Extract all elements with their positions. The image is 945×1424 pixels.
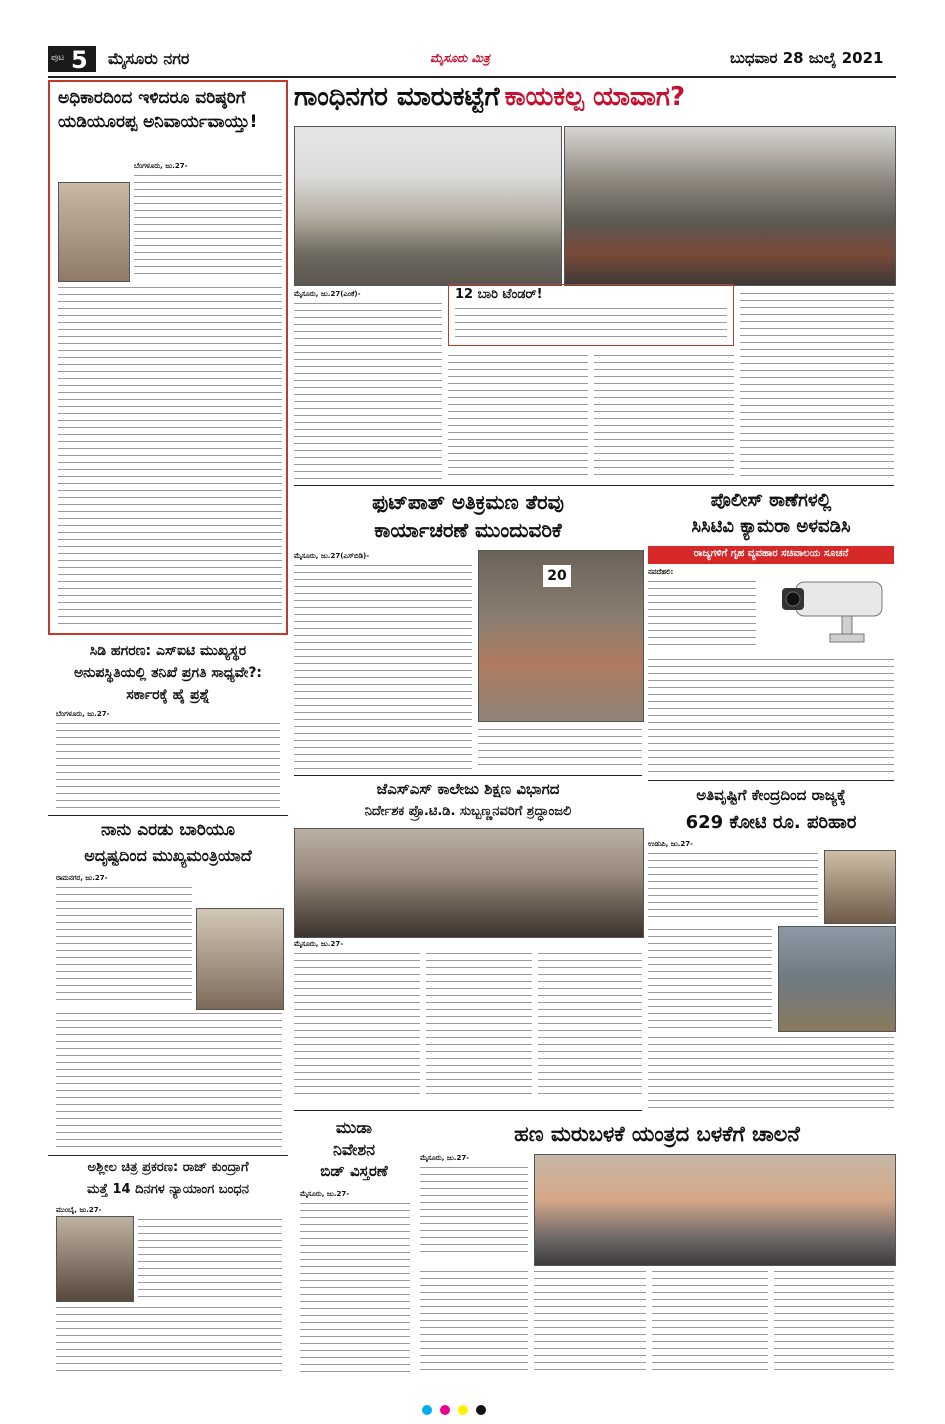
police-headline-2: ಸಿಸಿಟಿವಿ ಕ್ಯಾಮರಾ ಅಳವಡಿಸಿ — [691, 516, 851, 537]
sidi-rule — [48, 815, 288, 816]
left-top-body-a — [134, 172, 282, 280]
main-rule — [294, 485, 894, 486]
kundra-photo — [56, 1216, 134, 1302]
tender-box — [448, 284, 734, 346]
hdk-body-a — [56, 884, 192, 1004]
left-top-body-b — [58, 284, 282, 629]
masthead-logo: ಮೈಸೂರು ಮಿತ್ರ — [430, 51, 490, 65]
footpath-photo — [478, 550, 644, 722]
jss-dateline: ಮೈಸೂರು, ಜು.27- — [294, 940, 344, 948]
police-subhead-text: ರಾಜ್ಯಗಳಿಗೆ ಗೃಹ ವ್ಯವಹಾರ ಸಚಿವಾಲಯ ಸೂಚನೆ — [693, 548, 849, 559]
jss-body-b — [426, 950, 532, 1100]
muda-headline-3: ಬಿಡ್ ವಿಸ್ತರಣೆ — [320, 1162, 388, 1180]
main-col-4 — [740, 290, 894, 480]
jss-headline-1: ಜೆಎಸ್‌ಎಸ್ ಕಾಲೇಜು ಶಿಕ್ಷಣ ವಿಭಾಗದ — [376, 780, 560, 798]
police-dateline: ನವದೆಹಲಿ: — [648, 568, 674, 576]
yellow-mark — [458, 1405, 468, 1415]
left-top-box — [48, 80, 288, 635]
hdk-headline-2: ಅದೃಷ್ಟದಿಂದ ಮುಖ್ಯಮಂತ್ರಿಯಾದೆ — [84, 846, 252, 865]
police-rule — [648, 780, 894, 781]
atm-dateline: ಮೈಸೂರು, ಜು.27- — [420, 1154, 470, 1162]
relief-portrait-photo — [824, 850, 896, 924]
police-body-a — [648, 578, 756, 648]
atm-headline: ಹಣ ಮರುಬಳಕೆ ಯಂತ್ರದ ಬಳಕೆಗೆ ಚಾಲನೆ — [514, 1122, 800, 1146]
magenta-mark — [440, 1405, 450, 1415]
relief-headline-1: ಅತಿವೃಷ್ಟಿಗೆ ಕೇಂದ್ರದಿಂದ ರಾಜ್ಯಕ್ಕೆ — [696, 786, 846, 804]
police-headline-1: ಪೊಲೀಸ್ ಠಾಣೆಗಳಲ್ಲಿ — [710, 490, 832, 511]
atm-body-c — [534, 1268, 646, 1374]
kundra-dateline: ಮುಂಬೈ, ಜು.27- — [56, 1206, 102, 1214]
page-badge — [48, 46, 96, 72]
jss-rule — [294, 1110, 642, 1111]
kundra-headline-2: ಮತ್ತೆ 14 ದಿನಗಳ ನ್ಯಾಯಾಂಗ ಬಂಧನ — [87, 1182, 249, 1197]
edition-date: ಬುಧವಾರ 28 ಜುಲೈ 2021 — [730, 49, 884, 67]
hdk-headline-1: ನಾನು ಎರಡು ಬಾರಿಯೂ — [101, 820, 235, 840]
hdk-rule — [48, 1155, 288, 1156]
footpath-body-a — [294, 562, 472, 770]
atm-photo — [534, 1154, 896, 1266]
jss-body-c — [538, 950, 642, 1100]
muda-dateline: ಮೈಸೂರು, ಜು.27- — [300, 1190, 350, 1198]
main-col-3 — [594, 352, 734, 480]
police-body-b — [648, 656, 894, 776]
yediyurappa-photo — [58, 182, 130, 282]
footpath-rule — [294, 775, 642, 776]
main-col-2 — [448, 352, 588, 480]
header-rule — [48, 76, 896, 78]
main-dateline: ಮೈಸೂರು, ಜು.27(ಎಂಕೆ)- — [294, 290, 361, 298]
sidi-headline: ಸಿಡಿ ಹಗರಣ: ಎಸ್‌ಐಟಿ ಮುಖ್ಯಸ್ಥರ ಅನುಪಸ್ಥಿತಿಯಲ್ಲಿ ತನಿಖೆ ಪ್ರಗತಿ ಸಾಧ್ಯವೇ?: ಸರ್ಕಾರಕ್ಕೆ ಹೈ ಪ್ರಶ್ನೆ — [73, 643, 263, 703]
cctv-camera-icon — [760, 568, 894, 652]
hdk-photo — [196, 908, 284, 1010]
tender-heading: 12 ಬಾರಿ ಟೆಂಡರ್! — [455, 287, 543, 302]
main-headline-part1: ಗಾಂಧಿನಗರ ಮಾರುಕಟ್ಟೆಗೆ — [294, 82, 500, 112]
police-subhead — [648, 546, 894, 564]
footpath-headline-1: ಫುಟ್‌ಪಾತ್ ಅತಿಕ್ರಮಣ ತೆರವು — [372, 490, 564, 514]
market-photo-2 — [564, 126, 896, 286]
footpath-body-b — [478, 726, 642, 770]
footpath-photo-sign: 20 — [543, 565, 571, 587]
left-top-dateline: ಬೆಂಗಳೂರು, ಜು.27- — [134, 162, 188, 170]
kundra-body-b — [56, 1304, 282, 1374]
tender-body — [455, 305, 727, 341]
kundra-headline-1: ಅಶ್ಲೀಲ ಚಿತ್ರ ಪ್ರಕರಣ: ರಾಜ್ ಕುಂದ್ರಾಗೆ — [87, 1160, 249, 1175]
page-word: ಪುಟ — [51, 53, 65, 63]
footpath-headline-2: ಕಾರ್ಯಾಚರಣೆ ಮುಂದುವರಿಕೆ — [374, 518, 562, 542]
page-number: 5 — [71, 46, 88, 74]
hdk-dateline: ರಾಮನಗರ, ಜು.27- — [56, 874, 108, 882]
relief-headline-2: 629 ಕೋಟಿ ರೂ. ಪರಿಹಾರ — [685, 812, 857, 833]
cyan-mark — [422, 1405, 432, 1415]
muda-body — [300, 1200, 410, 1374]
sidi-dateline: ಬೆಂಗಳೂರು, ಜು.27- — [56, 710, 110, 718]
atm-body-a — [420, 1164, 528, 1258]
jss-headline-2: ನಿರ್ದೇಶಕ ಪ್ರೊ.ಟಿ.ಡಿ. ಸುಬ್ಬಣ್ಣನವರಿಗೆ ಶ್ರದ್ಧಾಂಜಲಿ — [364, 804, 572, 819]
relief-body-b — [648, 926, 772, 1030]
print-color-marks — [418, 1400, 538, 1412]
atm-body-e — [774, 1268, 894, 1374]
kundra-body-a — [138, 1216, 282, 1300]
relief-body-c — [648, 1034, 894, 1114]
jss-photo — [294, 828, 644, 938]
main-col-1 — [294, 300, 442, 480]
section-title: ಮೈಸೂರು ನಗರ — [108, 49, 190, 68]
main-headline — [294, 82, 894, 122]
left-top-headline: ಅಧಿಕಾರದಿಂದ ಇಳಿದರೂ ವರಿಷ್ಠರಿಗೆ ಯಡಿಯೂರಪ್ಪ ಅನಿವಾರ್ಯವಾಯ್ತು! — [58, 88, 258, 132]
market-photo-1 — [294, 126, 562, 286]
main-headline-part2: ಕಾಯಕಲ್ಪ ಯಾವಾಗ? — [504, 82, 686, 112]
muda-headline-2: ನಿವೇಶನ — [332, 1140, 376, 1159]
sidi-body — [56, 720, 280, 810]
relief-flood-photo — [778, 926, 896, 1032]
jss-body-a — [294, 950, 420, 1100]
relief-dateline: ಉಡುಪಿ, ಜು.27- — [648, 840, 693, 848]
hdk-body-b — [56, 1010, 282, 1150]
atm-body-b — [420, 1268, 528, 1374]
atm-body-d — [652, 1268, 768, 1374]
footpath-dateline: ಮೈಸೂರು, ಜು.27(ಎಸ್‌ಬಿಡಿ)- — [294, 552, 370, 560]
black-mark — [476, 1405, 486, 1415]
relief-body-a — [648, 850, 818, 922]
muda-headline-1: ಮುಡಾ — [335, 1118, 373, 1137]
